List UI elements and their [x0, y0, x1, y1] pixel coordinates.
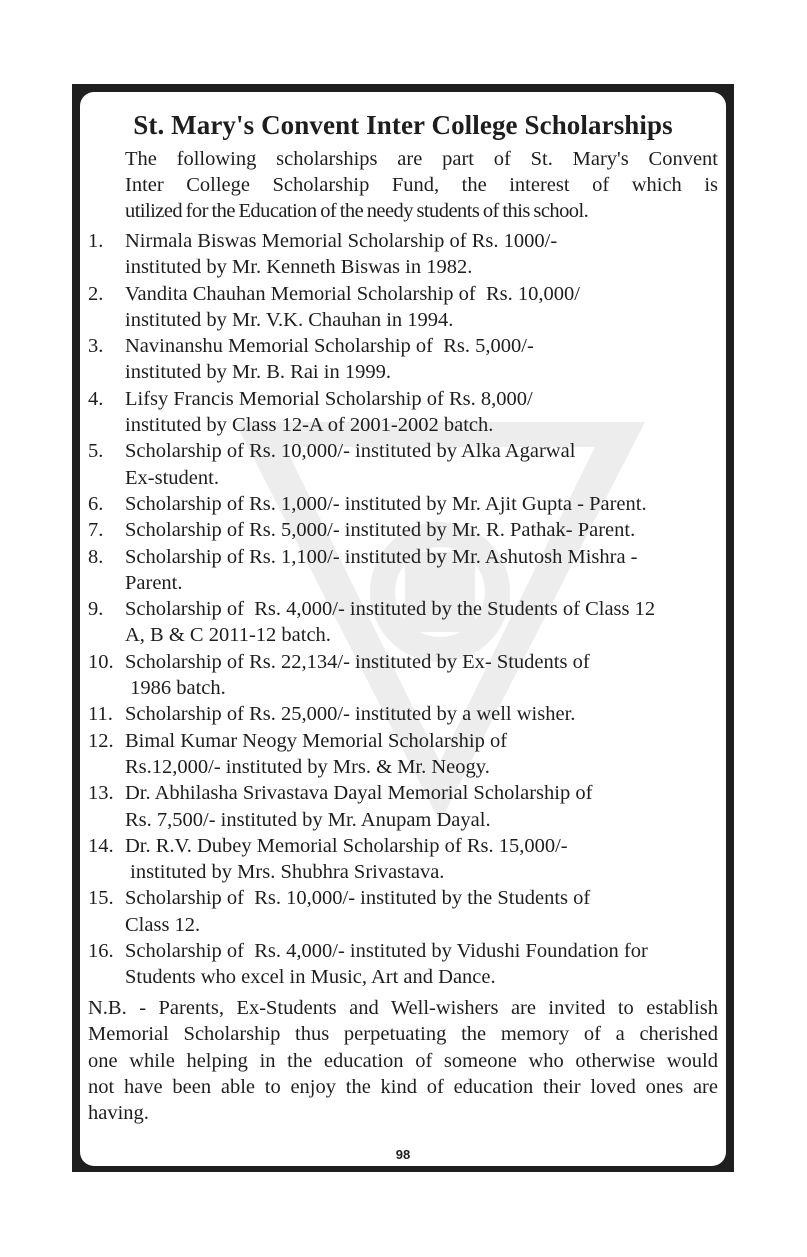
list-item-line: Rs.12,000/- instituted by Mrs. & Mr. Neogy.: [125, 755, 490, 778]
list-item-line: Bimal Kumar Neogy Memorial Scholarship of: [125, 729, 508, 752]
list-item: [88, 728, 722, 781]
list-item-line: Students who excel in Music, Art and Dance.: [125, 966, 496, 989]
list-item-number: 13.: [88, 782, 114, 805]
list-item: [88, 833, 722, 886]
list-item: [88, 885, 722, 938]
intro-line: Inter College Scholarship Fund, the interest of which is: [125, 174, 718, 196]
list-item-line: Scholarship of Rs. 22,134/- instituted by Ex- Students of: [125, 650, 590, 673]
list-item-line: Ex-student.: [125, 466, 219, 489]
list-item-line: instituted by Mrs. Shubhra Srivastava.: [125, 861, 445, 884]
list-item: [88, 596, 722, 649]
list-item: [88, 386, 722, 439]
list-item-number: 1.: [88, 230, 104, 252]
list-item: [88, 701, 722, 727]
list-item-number: 12.: [88, 729, 114, 752]
scholarship-list: [88, 228, 722, 991]
list-item-number: 14.: [88, 834, 114, 857]
list-item-line: Nirmala Biswas Memorial Scholarship of Rs. 1000/-: [125, 230, 558, 252]
list-item: [88, 333, 722, 386]
list-item-line: Scholarship of Rs. 25,000/- instituted by a well wisher.: [125, 703, 576, 726]
list-item: [88, 649, 722, 702]
page-title: St. Mary's Convent Inter College Scholarships: [133, 110, 673, 140]
list-item-line: instituted by Mr. Kenneth Biswas in 1982.: [125, 256, 473, 279]
page-number: 98: [395, 1147, 411, 1162]
list-item-line: Parent.: [125, 571, 183, 594]
list-item-number: 6.: [88, 492, 104, 515]
nb-line: one while helping in the education of someone who otherwise would: [88, 1049, 718, 1072]
list-item-number: 11.: [88, 703, 113, 726]
list-item-line: Scholarship of Rs. 1,000/- instituted by Mr. Ajit Gupta - Parent.: [125, 492, 647, 515]
list-item-number: 8.: [88, 545, 104, 568]
list-item-number: 5.: [88, 440, 104, 463]
list-item-line: Scholarship of Rs. 10,000/- instituted by the Students of: [125, 887, 591, 910]
list-item-number: 3.: [88, 335, 104, 358]
list-item-number: 10.: [88, 650, 114, 673]
list-item-number: 16.: [88, 940, 114, 963]
list-item-number: 4.: [88, 387, 104, 410]
list-item-line: 1986 batch.: [125, 677, 226, 700]
list-item-line: A, B & C 2011-12 batch.: [125, 624, 331, 647]
list-item: [88, 544, 722, 597]
list-item-line: Scholarship of Rs. 1,100/- instituted by Mr. Ashutosh Mishra -: [125, 545, 638, 568]
list-item-line: Dr. R.V. Dubey Memorial Scholarship of Rs. 15,000/-: [125, 834, 568, 857]
list-item: [88, 281, 722, 334]
list-item: [88, 780, 722, 833]
list-item-number: 7.: [88, 519, 104, 542]
list-item-number: 9.: [88, 598, 104, 621]
list-item-line: Lifsy Francis Memorial Scholarship of Rs. 8,000/: [125, 387, 533, 410]
list-item-number: 2.: [88, 282, 104, 305]
list-item-line: instituted by Class 12-A of 2001-2002 batch.: [125, 414, 494, 437]
list-item-line: Rs. 7,500/- instituted by Mr. Anupam Dayal.: [125, 808, 491, 831]
list-item: [88, 938, 722, 991]
nb-paragraph: [88, 995, 718, 1126]
list-item-line: Scholarship of Rs. 5,000/- instituted by Mr. R. Pathak- Parent.: [125, 519, 636, 542]
nb-line: having.: [88, 1102, 149, 1125]
list-item-line: Dr. Abhilasha Srivastava Dayal Memorial Scholarship of: [125, 782, 593, 805]
nb-line: N.B. - Parents, Ex-Students and Well-wishers are invited to establish: [88, 997, 718, 1019]
intro-paragraph: [125, 146, 718, 224]
list-item-line: Scholarship of Rs. 4,000/- instituted by the Students of Class 12: [125, 598, 656, 621]
nb-line: Memorial Scholarship thus perpetuating the memory of a cherished: [88, 1023, 718, 1046]
list-item: [88, 491, 722, 517]
list-item: [88, 228, 722, 281]
list-item: [88, 438, 722, 491]
list-item-number: 15.: [88, 887, 114, 910]
list-item-line: Scholarship of Rs. 10,000/- instituted by Alka Agarwal: [125, 440, 576, 463]
nb-line: not have been able to enjoy the kind of education their loved ones are: [88, 1075, 718, 1098]
list-item-line: instituted by Mr. B. Rai in 1999.: [125, 361, 391, 384]
intro-line: utilized for the Education of the needy students of this school.: [125, 200, 589, 222]
list-item-line: instituted by Mr. V.K. Chauhan in 1994.: [125, 308, 454, 331]
list-item-line: Scholarship of Rs. 4,000/- instituted by Vidushi Foundation for: [125, 940, 648, 963]
list-item-line: Vandita Chauhan Memorial Scholarship of Rs. 10,000/: [125, 282, 580, 305]
intro-line: The following scholarships are part of St. Mary's Convent: [125, 148, 718, 170]
list-item-line: Navinanshu Memorial Scholarship of Rs. 5,000/-: [125, 335, 534, 358]
list-item-line: Class 12.: [125, 913, 201, 936]
list-item: [88, 517, 722, 543]
document-page: [80, 92, 726, 1166]
